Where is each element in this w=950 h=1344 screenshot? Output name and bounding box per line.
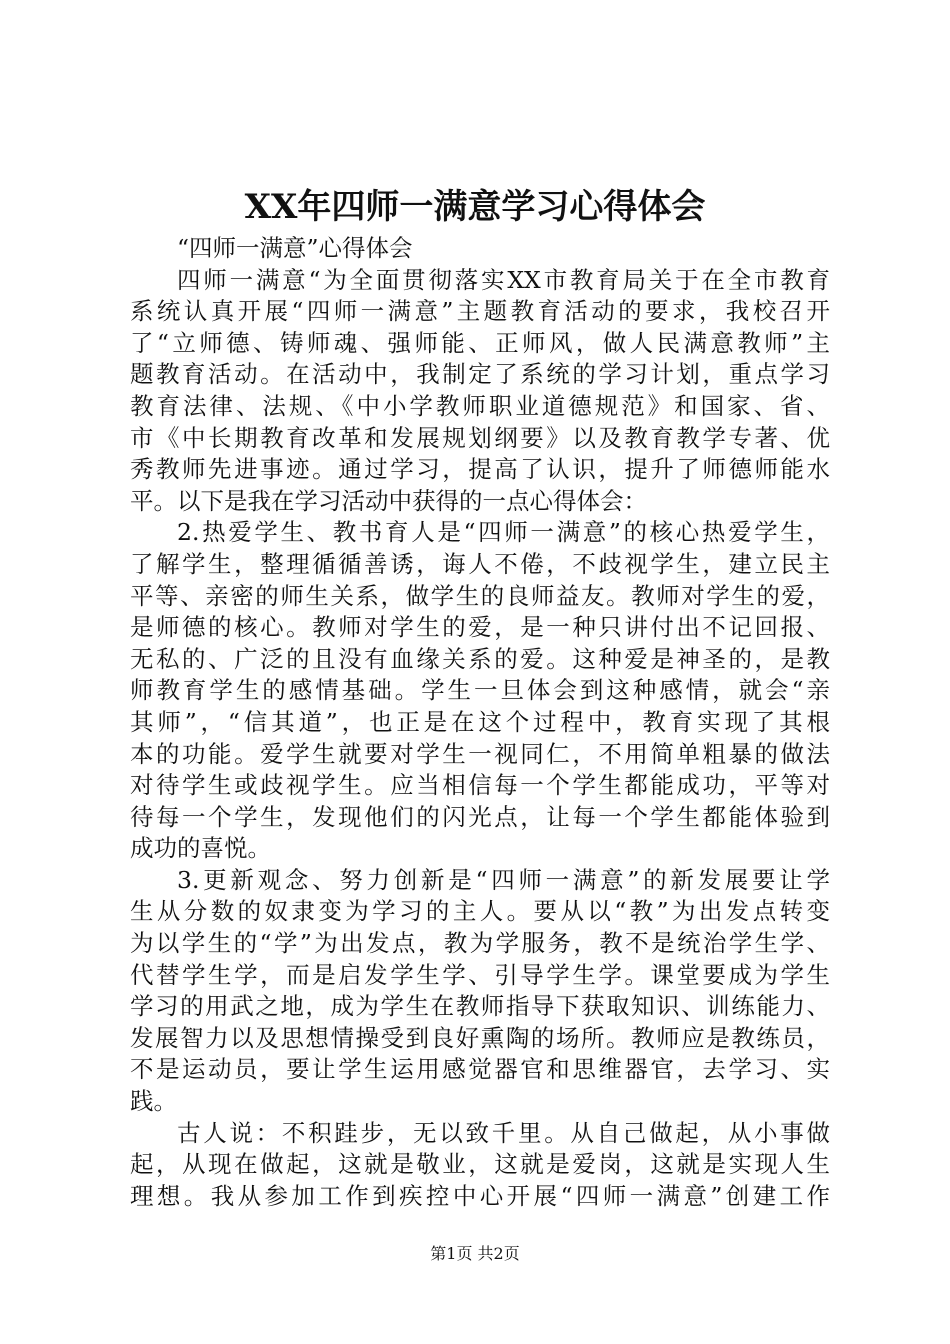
paragraph-line: 生从分数的奴隶变为学习的主人。要从以“教”为出发点转变 xyxy=(130,897,830,926)
paragraph-line: 成功的喜悦。 xyxy=(130,834,271,863)
paragraph-line: 秀教师先进事迹。通过学习，提高了认识，提升了师德师能水 xyxy=(130,455,830,484)
document-body xyxy=(130,233,830,1212)
paragraph-line: 教育法律、法规、《中小学教师职业道德规范》和国家、省、 xyxy=(130,391,830,420)
paragraph-line: 市《中长期教育改革和发展规划纲要》以及教育教学专著、优 xyxy=(130,423,830,452)
paragraph-line: 本的功能。爱学生就要对学生一视同仁，不用简单粗暴的做法 xyxy=(130,739,830,768)
paragraph-line: 践。 xyxy=(130,1087,177,1116)
paragraph-line: 了“立师德、铸师魂、强师能、正师风，做人民满意教师”主 xyxy=(130,328,830,357)
paragraph-line: 3.更新观念、努力创新是“四师一满意”的新发展要让学 xyxy=(177,865,830,894)
paragraph-line: 对待学生或歧视学生。应当相信每一个学生都能成功，平等对 xyxy=(130,771,830,800)
paragraph-line: 无私的、广泛的且没有血缘关系的爱。这种爱是神圣的，是教 xyxy=(130,644,830,673)
paragraph-line: 了解学生，整理循循善诱，诲人不倦，不歧视学生，建立民主 xyxy=(130,549,830,578)
paragraph-line: 平。以下是我在学习活动中获得的一点心得体会： xyxy=(130,486,647,515)
paragraph-line: 待每一个学生，发现他们的闪光点，让每一个学生都能体验到 xyxy=(130,802,830,831)
paragraph-line: 其师”，“信其道”，也正是在这个过程中，教育实现了其根 xyxy=(130,707,830,736)
paragraph-line: 为以学生的“学”为出发点，教为学服务，教不是统治学生学、 xyxy=(130,929,830,958)
paragraph-line: 四师一满意“为全面贯彻落实XX市教育局关于在全市教育 xyxy=(177,265,830,294)
paragraph-line: 题教育活动。在活动中，我制定了系统的学习计划，重点学习 xyxy=(130,360,830,389)
document-title: XX年四师一满意学习心得体会 xyxy=(244,187,706,227)
subtitle-line: “四师一满意”心得体会 xyxy=(177,234,413,262)
paragraph-line: 是师德的核心。教师对学生的爱，是一种只讲付出不记回报、 xyxy=(130,613,830,642)
paragraph-line: 理想。我从参加工作到疾控中心开展“四师一满意”创建工作 xyxy=(130,1181,830,1210)
page-footer: 第1页 共2页 xyxy=(430,1244,520,1263)
paragraph-line: 系统认真开展“四师一满意”主题教育活动的要求，我校召开 xyxy=(130,297,830,326)
paragraph-line: 师教育学生的感情基础。学生一旦体会到这种感情，就会“亲 xyxy=(130,676,830,705)
paragraph-line: 发展智力以及思想情操受到良好熏陶的场所。教师应是教练员， xyxy=(130,1023,830,1052)
paragraph-line: 不是运动员，要让学生运用感觉器官和思维器官，去学习、实 xyxy=(130,1055,830,1084)
paragraph-line: 古人说：不积跬步，无以致千里。从自己做起，从小事做 xyxy=(177,1118,830,1147)
paragraph-line: 起，从现在做起，这就是敬业，这就是爱岗，这就是实现人生 xyxy=(130,1150,830,1179)
paragraph-line: 代替学生学，而是启发学生学、引导学生学。课堂要成为学生 xyxy=(130,960,830,989)
paragraph-line: 平等、亲密的师生关系，做学生的良师益友。教师对学生的爱， xyxy=(130,581,830,610)
paragraph-line: 学习的用武之地，成为学生在教师指导下获取知识、训练能力、 xyxy=(130,992,830,1021)
paragraph-line: 2.热爱学生、教书育人是“四师一满意”的核心热爱学生， xyxy=(177,518,830,547)
